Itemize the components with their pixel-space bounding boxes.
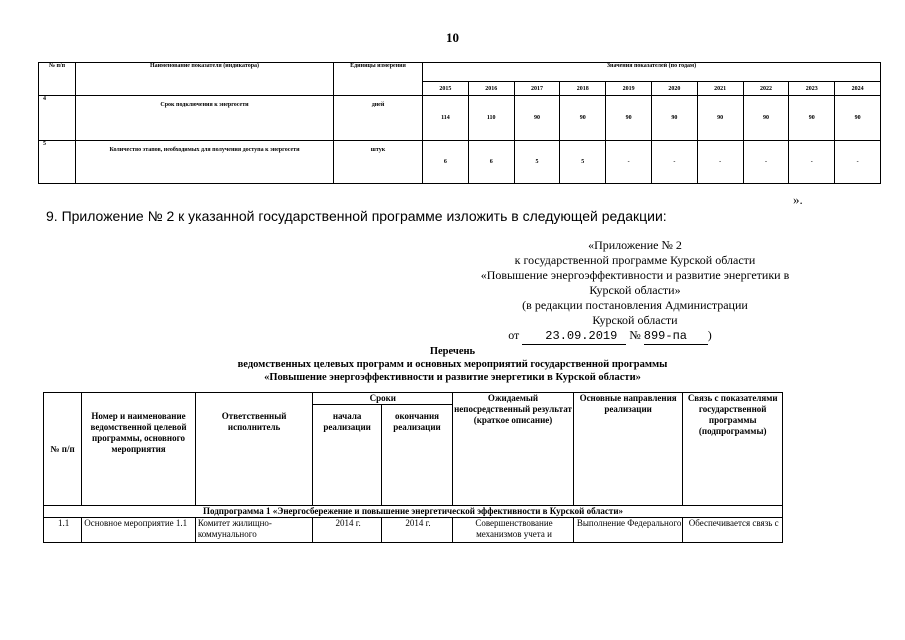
row-responsible: Комитет жилищно-коммунального	[195, 518, 313, 543]
value-cell: 90	[697, 96, 743, 141]
subprogram-row: Подпрограмма 1 «Энергосбережение и повышение энергетической эффективности в Курской области»	[44, 506, 783, 518]
value-cell: -	[743, 141, 789, 184]
decree-number: 899-па	[644, 329, 708, 345]
header-responsible: Ответственный исполнитель	[195, 393, 313, 506]
programs-table	[43, 392, 783, 543]
number-label: №	[629, 328, 641, 342]
value-cell: 90	[835, 96, 881, 141]
appendix-header	[450, 238, 820, 345]
year-cell: 2020	[651, 82, 697, 96]
value-cell: -	[606, 141, 652, 184]
year-cell: 2021	[697, 82, 743, 96]
appendix-line: Курской области	[592, 313, 678, 327]
value-cell: 90	[514, 96, 560, 141]
year-cell: 2019	[606, 82, 652, 96]
value-cell: 5	[514, 141, 560, 184]
value-cell: -	[651, 141, 697, 184]
row-num: 1.1	[44, 518, 82, 543]
header-result: Ожидаемый непосредственный результат (краткое описание)	[453, 393, 574, 506]
header-num: № п/п	[44, 393, 82, 506]
header-terms: Сроки	[313, 393, 453, 405]
year-cell: 2024	[835, 82, 881, 96]
row-link: Обеспечивается связь с	[683, 518, 783, 543]
year-cell: 2015	[423, 82, 469, 96]
year-cell: 2022	[743, 82, 789, 96]
value-cell: -	[835, 141, 881, 184]
value-cell: 90	[560, 96, 606, 141]
row-end: 2014 г.	[381, 518, 452, 543]
header-directions: Основные направления реализации	[573, 393, 683, 506]
year-cell: 2018	[560, 82, 606, 96]
decree-date: 23.09.2019	[522, 329, 626, 345]
value-cell: 90	[743, 96, 789, 141]
value-cell: 90	[606, 96, 652, 141]
row-start: 2014 г.	[313, 518, 381, 543]
decree-reference	[450, 328, 820, 345]
table-row	[39, 96, 881, 141]
value-cell: 90	[789, 96, 835, 141]
list-title: Перечень	[429, 346, 476, 357]
appendix-line: к государственной программе Курской области	[514, 253, 756, 267]
row-name: Основное мероприятие 1.1	[82, 518, 196, 543]
row-unit: дней	[334, 96, 423, 141]
from-label: от	[508, 328, 520, 342]
row-name: Количество этапов, необходимых для получения доступа к энергосети	[76, 141, 334, 184]
list-title-line: «Повышение энергоэффективности и развитие энергетики в Курской области»	[264, 372, 641, 383]
page-number: 10	[446, 30, 459, 45]
value-cell: 110	[468, 96, 514, 141]
closing-quote: ».	[793, 192, 803, 207]
table-row	[39, 141, 881, 184]
header-values: Значения показателей (по годам)	[423, 63, 881, 82]
value-cell: 114	[423, 96, 469, 141]
header-start: начала реализации	[313, 405, 381, 506]
row-num: 5	[39, 141, 76, 184]
value-cell: 6	[423, 141, 469, 184]
value-cell: 5	[560, 141, 606, 184]
row-unit: штук	[334, 141, 423, 184]
close-paren: )	[707, 328, 712, 342]
value-cell: 90	[651, 96, 697, 141]
table-row	[44, 518, 783, 543]
header-unit: Единицы измерения	[334, 63, 423, 96]
list-title-line: ведомственных целевых программ и основных мероприятий государственной программы	[237, 359, 668, 370]
header-num: № п/п	[39, 63, 76, 96]
header-name: Наименование показателя (индикатора)	[76, 63, 334, 96]
row-name: Срок подключения к энергосети	[76, 96, 334, 141]
year-cell: 2016	[468, 82, 514, 96]
value-cell: 6	[468, 141, 514, 184]
appendix-line: Курской области»	[589, 283, 681, 297]
appendix-line: «Приложение № 2	[588, 238, 682, 252]
row-num: 4	[39, 96, 76, 141]
amendment-paragraph: 9. Приложение № 2 к указанной государственной программе изложить в следующей редакции:	[46, 208, 667, 224]
year-cell: 2017	[514, 82, 560, 96]
indicators-table	[38, 62, 881, 184]
row-directions: Выполнение Федерального	[573, 518, 683, 543]
value-cell: -	[789, 141, 835, 184]
appendix-line: (в редакции постановления Администрации	[522, 298, 748, 312]
header-name: Номер и наименование ведомственной целевой программы, основного мероприятия	[82, 393, 196, 506]
value-cell: -	[697, 141, 743, 184]
year-cell: 2023	[789, 82, 835, 96]
header-link: Связь с показателями государственной программы (подпрограммы)	[683, 393, 783, 506]
header-end: окончания реализации	[381, 405, 452, 506]
appendix-line: «Повышение энергоэффективности и развитие энергетики в	[480, 268, 790, 282]
row-result: Совершенствование механизмов учета и	[453, 518, 574, 543]
